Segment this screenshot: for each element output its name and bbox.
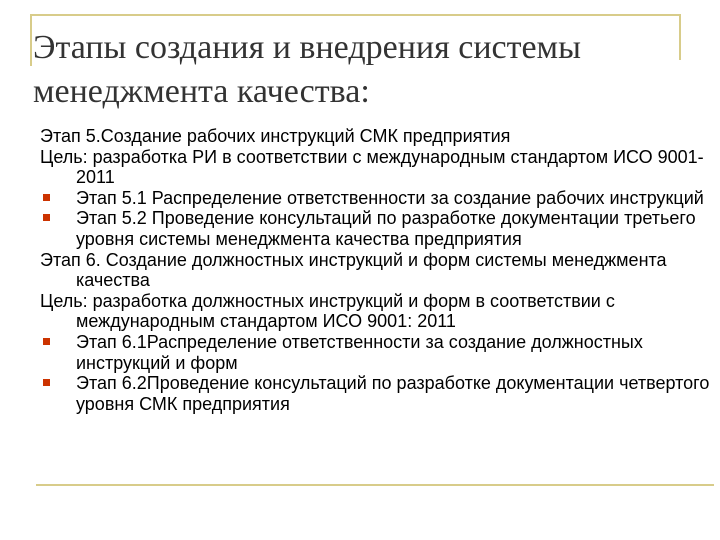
slide-title — [33, 26, 693, 114]
slide-title-line-2: менеджмента качества: — [33, 73, 370, 110]
decorative-frame-top — [30, 14, 680, 16]
bullet-item-5-2 — [40, 208, 718, 249]
square-bullet-icon — [43, 338, 50, 345]
stage-6-goal: Цель: разработка должностных инструкций и форм в соответствии с международным стандартом ИСО 9001: 2011 — [40, 290, 615, 332]
square-bullet-icon — [43, 194, 50, 201]
stage-6-heading: Этап 6. Создание должностных инструкций и форм системы менеджмента качества — [40, 249, 667, 291]
square-bullet-icon — [43, 214, 50, 221]
bullet-item-6-2 — [40, 373, 718, 414]
decorative-frame-left — [30, 14, 32, 66]
bullet-item-text: Этап 6.1Распределение ответственности за создание должностных инструкций и форм — [76, 331, 643, 373]
bullet-item-6-1 — [40, 332, 718, 373]
bullet-item-text: Этап 5.2 Проведение консультаций по разработке документации третьего уровня системы менеджмента качества предприятия — [76, 208, 696, 249]
stage-5-goal: Цель: разработка РИ в соответствии с международным стандартом ИСО 9001-2011 — [40, 146, 704, 188]
stage-5-heading: Этап 5.Создание рабочих инструкций СМК предприятия — [40, 126, 511, 146]
slide-title-line-1: Этапы создания и внедрения системы — [33, 29, 581, 66]
slide-body — [40, 126, 718, 414]
bullet-item-text: Этап 5.1 Распределение ответственности за создание рабочих инструкций — [76, 187, 704, 208]
bullet-item-5-1 — [40, 188, 718, 209]
square-bullet-icon — [43, 379, 50, 386]
decorative-frame-bottom — [36, 484, 714, 486]
bullet-item-text: Этап 6.2Проведение консультаций по разработке документации четвертого уровня СМК предприятия — [76, 373, 710, 414]
